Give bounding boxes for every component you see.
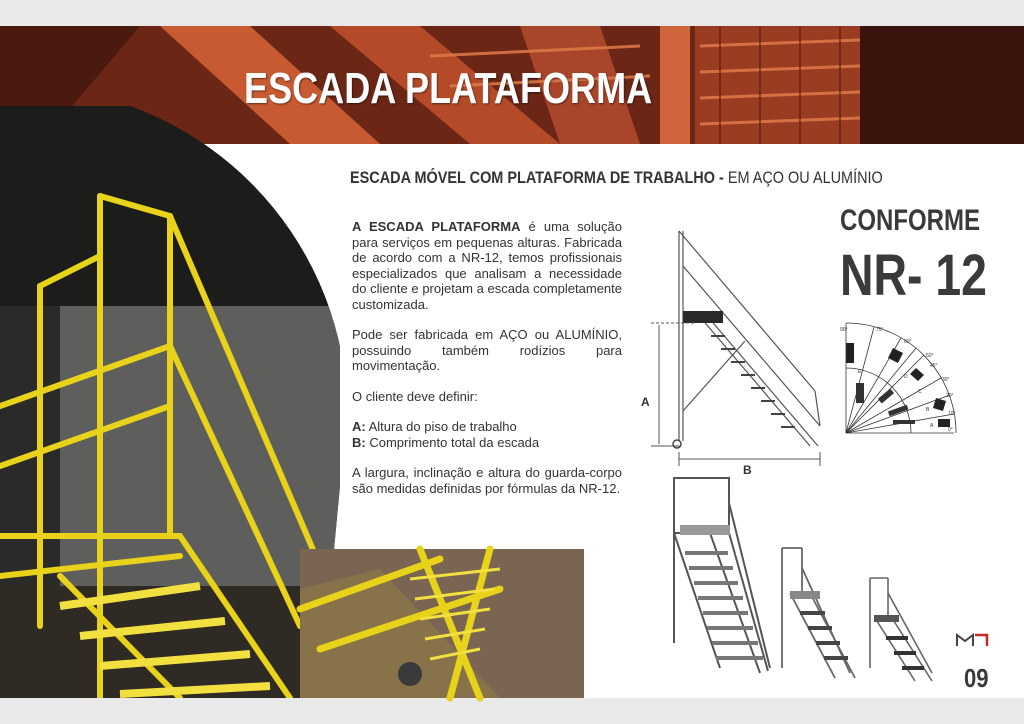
diagram-label-a: A [641, 395, 650, 409]
material-paragraph: Pode ser fabricada em AÇO ou ALUMÍNIO, possuindo também rodízios para movimentação. [352, 327, 622, 373]
subtitle-normal: EM AÇO OU ALUMÍNIO [723, 168, 883, 187]
nr12-paragraph: A largura, inclinação e altura do guarda-corpo são medidas definidas por fórmulas da NR-12. [352, 465, 622, 496]
angle-45: 45° [930, 363, 938, 369]
client-define-paragraph: O cliente deve definir: [352, 388, 478, 404]
zone-d: D [904, 374, 908, 380]
page-number: 09 [964, 663, 989, 693]
zone-c: C [918, 389, 922, 395]
page-subtitle [350, 168, 883, 188]
ladder-dimension-diagram [635, 226, 830, 477]
intro-bold: A ESCADA PLATAFORMA [352, 219, 521, 234]
diagram-label-b: B [743, 463, 752, 477]
catalog-page [0, 26, 1024, 698]
platform-ladder-photo [0, 106, 340, 698]
angle-50: 50° [926, 353, 934, 359]
nr12-label: NR- 12 [840, 243, 987, 308]
ladder-detail-photo [300, 549, 584, 698]
description-text [352, 219, 622, 511]
angle-20: 20° [946, 393, 954, 399]
angle-90: 90° [840, 327, 848, 333]
angle-30: 30° [942, 377, 950, 383]
zone-e: E [858, 369, 862, 375]
dim-b-label: B: [352, 434, 366, 450]
angle-75: 75° [876, 327, 884, 333]
dim-b-text: Comprimento total da escada [365, 434, 540, 450]
zone-a: A [930, 423, 934, 429]
inclination-angle-chart [838, 323, 958, 438]
angle-60: 60° [904, 339, 912, 345]
dim-a-text: Altura do piso de trabalho [365, 419, 517, 434]
small-ladder [870, 578, 932, 681]
intro-paragraph [352, 219, 622, 312]
conforme-label: CONFORME [840, 204, 980, 237]
angle-10: 10° [948, 411, 956, 417]
dim-a-label: A: [352, 419, 366, 434]
subtitle-bold: ESCADA MÓVEL COM PLATAFORMA DE TRABALHO - [350, 168, 724, 187]
ladder-product-photos [660, 473, 940, 683]
brand-logo-icon [955, 632, 989, 648]
dimensions-list [352, 419, 622, 450]
angle-0: 0° [948, 427, 953, 433]
zone-b: B [926, 407, 930, 413]
intro-rest: é uma solução para serviços em pequenas alturas. Fabricada de acordo com a NR-12, temos profissionais especializados que analisam a necessidade do cliente e projetam a escada completamente customizada. [352, 219, 622, 312]
page-title: ESCADA PLATAFORMA [244, 64, 653, 113]
